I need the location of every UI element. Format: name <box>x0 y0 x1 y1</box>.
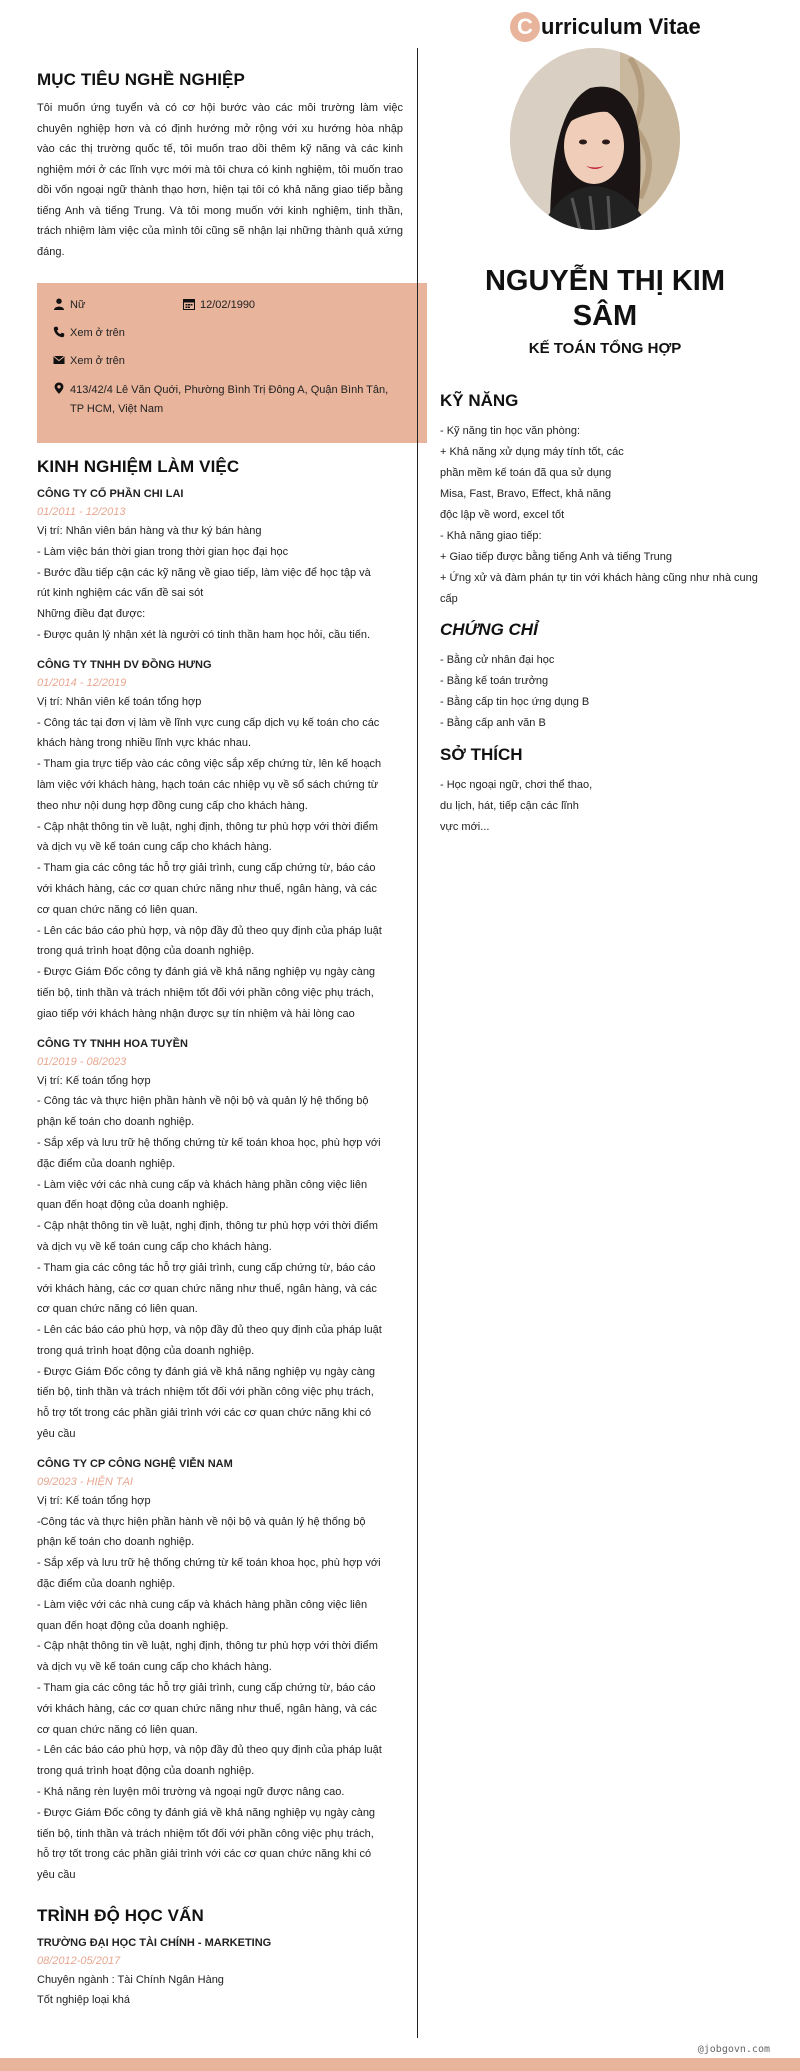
experience-title: KINH NGHIỆM LÀM VIỆC <box>37 457 240 476</box>
gender-value: Nữ <box>70 299 86 311</box>
job-line: - Tham gia các công tác hỗ trợ giải trình, cung cấp chứng từ, báo cáo <box>37 862 376 875</box>
job-entry <box>37 1455 397 1886</box>
skill-line: + Ứng xử và đàm phán tự tin với khách hàng cũng như nhà cung <box>440 572 758 584</box>
certificates-section <box>440 620 770 744</box>
certificates-list <box>440 650 770 734</box>
certificate-line: - Bằng cấp anh văn B <box>440 717 546 729</box>
education-details <box>37 1970 397 2010</box>
job-line: trong quá trình hoạt động của doanh nghiệp. <box>37 1765 255 1778</box>
certificate-line: - Bằng kế toán trưởng <box>440 675 549 687</box>
job-line: và dịch vụ về kế toán cung cấp cho khách hàng. <box>37 841 272 854</box>
job-line: - Lên các báo cáo phù hợp, và nộp đầy đủ theo quy định của pháp luật <box>37 1744 382 1757</box>
phone-icon <box>53 326 67 340</box>
personal-info-box <box>37 283 427 443</box>
job-line: - Làm việc với các nhà cung cấp và khách hàng phần công việc liên <box>37 1598 368 1611</box>
job-line: cơ quan chức năng có liên quan. <box>37 903 198 916</box>
email-value: Xem ở trên <box>70 355 125 367</box>
job-line: - Khả năng rèn luyện môi trường và ngoại ngữ được nâng cao. <box>37 1786 345 1799</box>
hobbies-section <box>440 745 770 848</box>
profile-photo <box>510 48 680 230</box>
job-line: đặc điểm của doanh nghiệp. <box>37 1157 176 1170</box>
certificates-title: CHỨNG CHỈ <box>440 620 538 639</box>
job-line: - Lên các báo cáo phù hợp, và nộp đầy đủ theo quy định của pháp luật <box>37 924 382 937</box>
cv-logo <box>510 12 701 42</box>
job-line: trong quá trình hoạt động của doanh nghiệp. <box>37 945 255 958</box>
job-line: tiến bộ, tinh thần và trách nhiệm tốt đối với phần công việc phụ trách, <box>37 986 374 999</box>
skill-line: cấp <box>440 593 458 605</box>
certificate-line: - Bằng cấp tin học ứng dụng B <box>440 696 590 708</box>
logo-text: urriculum Vitae <box>541 14 701 39</box>
education-line: Chuyên ngành : Tài Chính Ngân Hàng <box>37 1974 224 1986</box>
job-line: - Tham gia các công tác hỗ trợ giải trình, cung cấp chứng từ, báo cáo <box>37 1261 376 1274</box>
footer-bar <box>0 2058 800 2071</box>
job-period: 01/2019 - 08/2023 <box>37 1055 127 1068</box>
job-line: Vị trí: Nhân viên kế toán tổng hợp <box>37 695 202 708</box>
skill-line: độc lập về word, excel tốt <box>440 509 565 521</box>
job-line: và dịch vụ về kế toán cung cấp cho khách hàng. <box>37 1661 272 1674</box>
job-line: cơ quan chức năng có liên quan. <box>37 1303 198 1316</box>
objective-section <box>37 70 403 262</box>
skill-line: + Giao tiếp được bằng tiếng Anh và tiếng Trung <box>440 551 672 563</box>
school-name: TRƯỜNG ĐẠI HỌC TÀI CHÍNH - MARKETING <box>37 1937 272 1949</box>
job-period: 01/2014 - 12/2019 <box>37 676 127 689</box>
job-description <box>37 521 397 646</box>
name-line-1: NGUYỄN THỊ KIM <box>484 265 726 297</box>
job-entry <box>37 1035 397 1445</box>
job-line: với khách hàng, các cơ quan chức năng như thuế, ngân hàng, và các <box>37 1702 377 1715</box>
hobby-line: vực mới... <box>440 821 490 833</box>
company-name: CÔNG TY CP CÔNG NGHỆ VIỄN NAM <box>37 1457 233 1470</box>
hobby-line: - Học ngoại ngữ, chơi thể thao, <box>440 779 593 791</box>
skill-line: - Kỹ năng tin học văn phòng: <box>440 425 581 437</box>
job-line: trong quá trình hoạt động của doanh nghiệp. <box>37 1344 255 1357</box>
job-line: - Được Giám Đốc công ty đánh giá về khả năng nghiệp vụ ngày càng <box>37 966 376 979</box>
job-line: - Làm việc bán thời gian trong thời gian học đại học <box>37 545 289 558</box>
job-line: - Bước đầu tiếp cận các kỹ năng về giao tiếp, làm việc để học tập và <box>37 566 371 579</box>
candidate-role: KẾ TOÁN TỔNG HỢP <box>528 340 682 357</box>
job-line: - Lên các báo cáo phù hợp, và nộp đầy đủ theo quy định của pháp luật <box>37 1324 382 1337</box>
job-line: quan đến hoạt động của doanh nghiệp. <box>37 1619 229 1632</box>
job-line: giao tiếp với khách hàng nhận được sự tín nhiệm và hài lòng cao <box>37 1007 355 1020</box>
job-description <box>37 1491 397 1886</box>
hobbies-list <box>440 775 770 838</box>
job-line: hỗ trợ tốt trong các phần giải trình với các cơ quan chức năng khi có <box>37 1848 372 1861</box>
job-line: yêu cầu <box>37 1428 76 1441</box>
job-list <box>37 485 397 1886</box>
job-line: - Sắp xếp và lưu trữ hệ thống chứng từ kế toán khoa học, phù hợp với <box>37 1557 381 1570</box>
job-line: - Cập nhật thông tin về luật, nghị định, thông tư phù hợp với thời điểm <box>37 820 378 833</box>
job-line: - Được quản lý nhận xét là người có tinh thần ham học hỏi, cầu tiến. <box>37 628 371 641</box>
certificate-line: - Bằng cử nhân đại học <box>440 654 555 666</box>
name-line-2: SÂM <box>572 300 638 332</box>
education-section <box>37 1906 397 2020</box>
skill-line: phần mềm kế toán đã qua sử dụng <box>440 467 612 479</box>
education-title: TRÌNH ĐỘ HỌC VẤN <box>37 1906 204 1925</box>
skills-title: KỸ NĂNG <box>440 391 519 410</box>
job-line: rút kinh nghiệm các vấn đề sai sót <box>37 587 204 600</box>
job-line: - Cập nhật thông tin về luật, nghị định, thông tư phù hợp với thời điểm <box>37 1220 378 1233</box>
company-name: CÔNG TY TNHH HOA TUYỀN <box>37 1037 188 1050</box>
objective-text: Tôi muốn ứng tuyển và có cơ hội bước vào các môi trường làm việc chuyên nghiệp hơn và có định hướng mở rộng với xu hướng hòa nhập vào các thị trường quốc tế, tôi muốn trao dồi thêm kỹ năng và các kinh nghiệm mới ở các lĩnh vực mới mà tôi chưa có kinh nghiệm, tôi muốn trao dồi vốn ngoại ngữ thành thạo hơn, hiện tại tôi có khả năng giao tiếp bằng tiếng Anh và tiếng Trung. Và tôi mong muốn với kinh nghiệm, tinh thần, trách nhiệm làm việc của mình tôi cũng sẽ nhận lại những thành quả xứng đáng. <box>37 102 403 258</box>
job-line: hỗ trợ tốt trong các phần giải trình với các cơ quan chức năng khi có <box>37 1407 372 1420</box>
job-line: theo như nội dung hợp đồng cung cấp cho khách hàng. <box>37 799 308 812</box>
skill-line: - Khả năng giao tiếp: <box>440 530 542 542</box>
info-row-address <box>53 381 427 419</box>
job-line: làm việc với khách hàng, hạch toán các nhiệp vụ về sổ sách chứng từ <box>37 778 379 791</box>
job-entry <box>37 485 397 646</box>
objective-title: MỤC TIÊU NGHỀ NGHIỆP <box>37 70 245 89</box>
job-line: - Sắp xếp và lưu trữ hệ thống chứng từ kế toán khoa học, phù hợp với <box>37 1136 381 1149</box>
address-value: 413/42/4 Lê Văn Quới, Phường Bình Trị Đông A, Quận Bình Tân, TP HCM, Việt Nam <box>70 384 389 415</box>
job-line: phận kế toán cho doanh nghiệp. <box>37 1116 195 1129</box>
job-line: và dịch vụ về kế toán cung cấp cho khách hàng. <box>37 1240 272 1253</box>
job-line: với khách hàng, các cơ quan chức năng như thuế, ngân hàng, và các <box>37 882 377 895</box>
hobbies-title: SỞ THÍCH <box>440 745 523 764</box>
job-line: - Được Giám Đốc công ty đánh giá về khả năng nghiệp vụ ngày càng <box>37 1365 376 1378</box>
info-row-phone <box>53 325 427 342</box>
job-line: - Làm việc với các nhà cung cấp và khách hàng phần công việc liên <box>37 1178 368 1191</box>
job-line: - Được Giám Đốc công ty đánh giá về khả năng nghiệp vụ ngày càng <box>37 1806 376 1819</box>
job-line: tiến bộ, tinh thần và trách nhiệm tốt đối với phần công việc phụ trách, <box>37 1386 374 1399</box>
job-line: cơ quan chức năng có liên quan. <box>37 1723 198 1736</box>
company-name: CÔNG TY TNHH DV ĐỒNG HƯNG <box>37 658 212 671</box>
company-name: CÔNG TY CỔ PHẦN CHI LAI <box>37 488 184 500</box>
job-line: - Tham gia các công tác hỗ trợ giải trình, cung cấp chứng từ, báo cáo <box>37 1682 376 1695</box>
info-row-email <box>53 353 427 370</box>
job-line: tiến bộ, tinh thần và trách nhiệm tốt đối với phần công việc phụ trách, <box>37 1827 374 1840</box>
job-line: - Công tác và thực hiện phần hành về nội bộ và quản lý hệ thống bộ <box>37 1095 369 1108</box>
column-divider <box>417 48 418 2038</box>
education-period: 08/2012-05/2017 <box>37 1955 121 1967</box>
job-line: khách hàng trong nhiều lĩnh vực khác nhau. <box>37 737 252 750</box>
info-row-gender-dob <box>53 297 427 314</box>
job-period: 01/2011 - 12/2013 <box>37 506 126 518</box>
job-line: - Tham gia trực tiếp vào các công việc sắp xếp chứng từ, lên kế hoạch <box>37 758 382 771</box>
location-pin-icon <box>53 382 67 396</box>
calendar-icon <box>183 298 197 312</box>
job-line: yêu cầu <box>37 1869 76 1882</box>
candidate-name <box>440 264 770 334</box>
job-line: Những điều đạt được: <box>37 608 146 621</box>
hobby-line: du lịch, hát, tiếp cận các lĩnh <box>440 800 579 812</box>
phone-value: Xem ở trên <box>70 327 125 339</box>
job-entry <box>37 656 397 1025</box>
person-icon <box>53 298 67 312</box>
job-line: Vị trí: Nhân viên bán hàng và thư ký bán hàng <box>37 525 262 537</box>
experience-section <box>37 457 397 1896</box>
job-description <box>37 1071 397 1445</box>
job-line: Vị trí: Kế toán tổng hợp <box>37 1494 151 1507</box>
skill-line: Misa, Fast, Bravo, Effect, khả năng <box>440 488 611 500</box>
job-line: - Công tác tại đơn vị làm về lĩnh vực cung cấp dịch vụ kế toán cho các <box>37 716 380 729</box>
job-description <box>37 692 397 1025</box>
logo-letter: C <box>510 12 540 42</box>
job-line: Vị trí: Kế toán tổng hợp <box>37 1074 151 1087</box>
watermark: @jobgovn.com <box>697 2044 770 2055</box>
skills-section <box>440 391 770 620</box>
dob-value: 12/02/1990 <box>200 299 256 311</box>
job-line: với khách hàng, các cơ quan chức năng như thuế, ngân hàng, và các <box>37 1282 377 1295</box>
job-line: đặc điểm của doanh nghiệp. <box>37 1578 176 1591</box>
envelope-icon <box>53 354 67 368</box>
job-line: -Công tác và thực hiện phần hành về nội bộ và quản lý hệ thống bộ <box>37 1515 366 1528</box>
skill-line: + Khả năng xử dụng máy tính tốt, các <box>440 446 624 458</box>
job-line: - Cập nhật thông tin về luật, nghị định, thông tư phù hợp với thời điểm <box>37 1640 378 1653</box>
job-line: quan đến hoạt động của doanh nghiệp. <box>37 1199 229 1212</box>
job-period: 09/2023 - HIỆN TẠI <box>37 1475 133 1488</box>
job-line: phận kế toán cho doanh nghiệp. <box>37 1536 195 1549</box>
skills-list <box>440 421 770 610</box>
education-line: Tốt nghiệp loại khá <box>37 1994 130 2006</box>
